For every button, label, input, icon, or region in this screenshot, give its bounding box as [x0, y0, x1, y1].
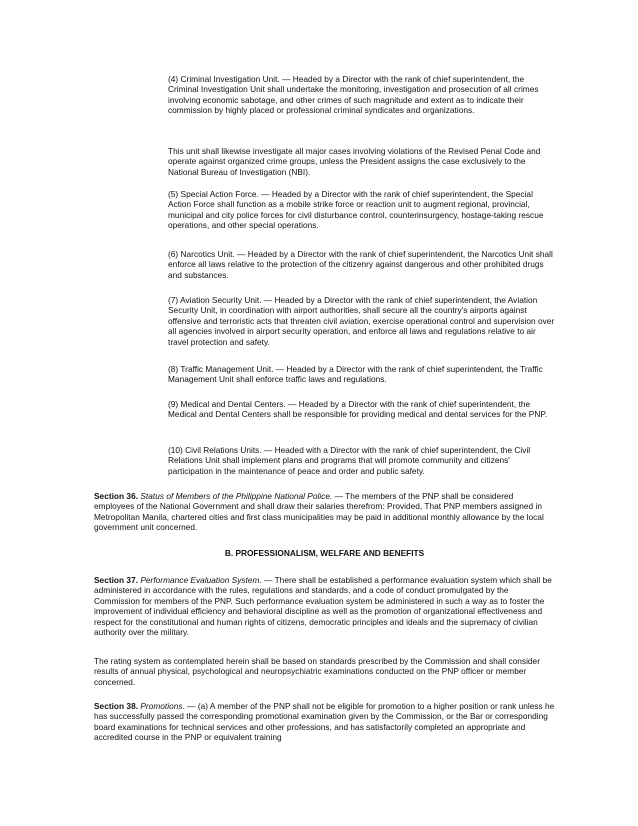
section-36-text: — The members of the PNP shall be considered employees of the National Government and shall draw their salaries therefrom: Provided, That PNP members assigned in Metropolitan Manila, chartered cities and first class municipalities may be paid in additional monthly allowance by the local government unit concerned.	[94, 491, 544, 533]
paragraph-unit-likewise: This unit shall likewise investigate all major cases involving violations of the Revised Penal Code and operate against organized crime groups, unless the President assigns the case exclusively to the National Bureau of Investigation (NBI).	[168, 146, 541, 177]
heading-professionalism-welfare-benefits: B. PROFESSIONALISM, WELFARE AND BENEFITS	[224, 548, 425, 558]
section-38-text: — (a) A member of the PNP shall not be eligible for promotion to a higher position or rank unless he has successfully passed the corresponding promotional examination given by the Commission, or the Bar or corresponding board examinations for technical services and other professions, and has satisfactorily completed an appropriate and accredited course in the PNP or equivalent training	[94, 701, 555, 743]
section-38-label: Section 38.	[94, 701, 139, 711]
section-36	[94, 491, 555, 533]
section-37	[94, 575, 555, 637]
section-36-title: Status of Members of the Philippine National Police.	[140, 491, 333, 501]
section-37-text: — There shall be established a performance evaluation system which shall be administered in accordance with the rules, regulations and standards, and a code of conduct promulgated by the Commission for members of the PNP. Such performance evaluation system be administered in such a way as to foster the improvement of individual efficiency and behavioral discipline as well as the promotion of organizational effectiveness and respect for the constitutional and human rights of citizens, democratic principles and ideals and the supremacy of civilian authority over the military.	[94, 575, 552, 638]
paragraph-aviation-security-unit: (7) Aviation Security Unit. — Headed by a Director with the rank of chief superintendent, the Aviation Security Unit, in coordination with airport authorities, shall secure all the country's airports against offensive and terroristic acts that threaten civil aviation, exercise operational control and supervision over all agencies involved in airport security operation, and enforce all laws and regulations relative to air travel protection and safety.	[168, 295, 555, 347]
paragraph-medical-dental-centers: (9) Medical and Dental Centers. — Headed by a Director with the rank of chief superintendent, the Medical and Dental Centers shall be responsible for providing medical and dental services for the PNP.	[168, 399, 548, 420]
paragraph-rating-system: The rating system as contemplated herein shall be based on standards prescribed by the Commission and shall consider results of annual physical, psychological and neuropsychiatric examinations conducted on the PNP officer or member concerned.	[94, 656, 540, 687]
paragraph-narcotics-unit: (6) Narcotics Unit. — Headed by a Director with the rank of chief superintendent, the Narcotics Unit shall enforce all laws relative to the protection of the citizenry against dangerous and other prohibited drugs and substances.	[168, 249, 553, 280]
section-38	[94, 701, 555, 743]
section-37-label: Section 37.	[94, 575, 139, 585]
section-38-title: Promotions.	[140, 701, 185, 711]
section-36-label: Section 36.	[94, 491, 139, 501]
section-37-title: Performance Evaluation System.	[140, 575, 262, 585]
paragraph-criminal-investigation-unit: (4) Criminal Investigation Unit. — Headed by a Director with the rank of chief superintendent, the Criminal Investigation Unit shall undertake the monitoring, investigation and prosecution of all crimes involving economic sabotage, and other crimes of such magnitude and extent as to indicate their commission by highly placed or professional criminal syndicates and organizations.	[168, 74, 539, 116]
paragraph-traffic-management-unit: (8) Traffic Management Unit. — Headed by a Director with the rank of chief superintendent, the Traffic Management Unit shall enforce traffic laws and regulations.	[168, 364, 543, 385]
paragraph-special-action-force: (5) Special Action Force. — Headed by a Director with the rank of chief superintendent, the Special Action Force shall function as a mobile strike force or reaction unit to augment regional, provincial, municipal and city police forces for civil disturbance control, counterinsurgency, hostage-taking rescue operations, and other special operations.	[168, 189, 544, 231]
paragraph-civil-relations-units: (10) Civil Relations Units. — Headed with a Director with the rank of chief superintendent, the Civil Relations Unit shall implement plans and programs that will promote community and citizens' participation in the maintenance of peace and order and public safety.	[168, 445, 531, 476]
